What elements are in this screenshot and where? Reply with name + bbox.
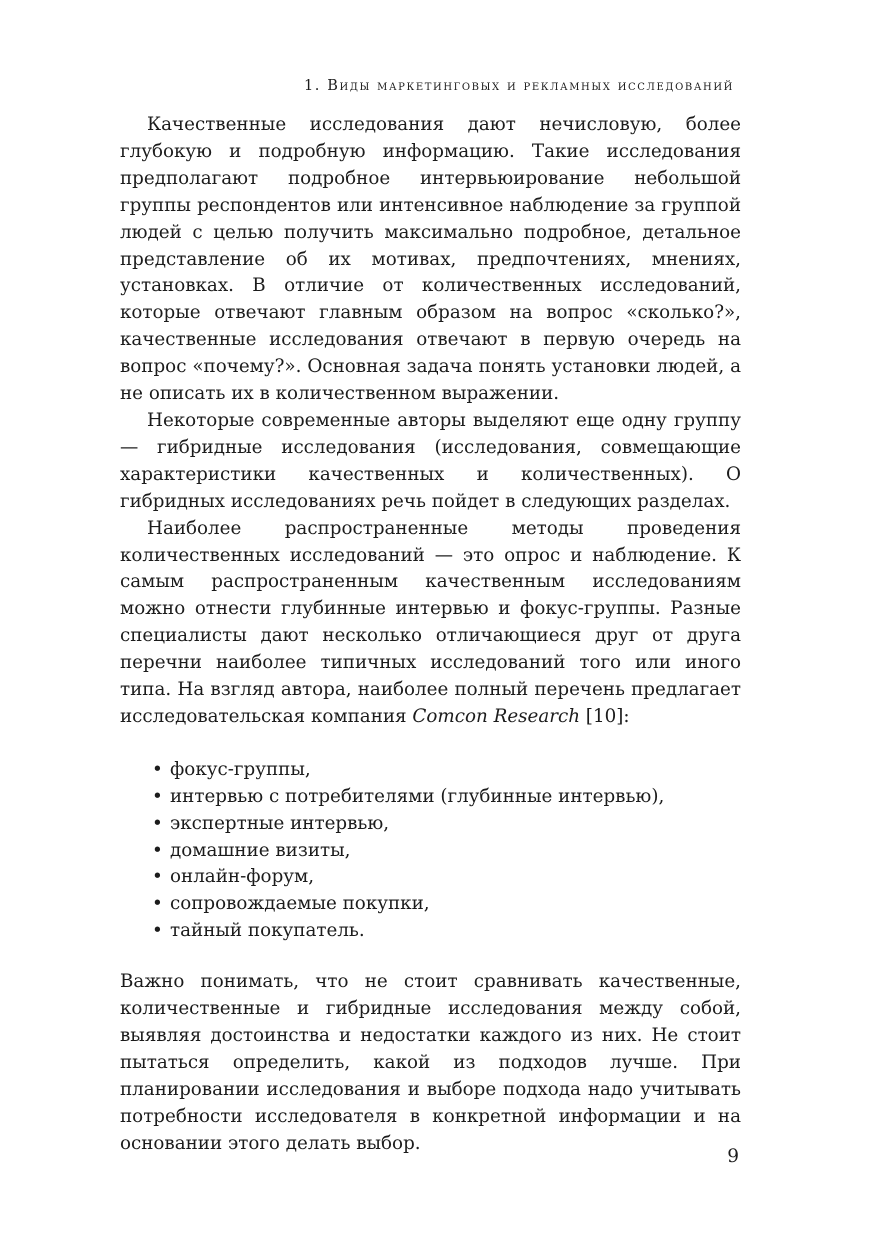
paragraph-hybrid: Некоторые современные авторы выделяют еще одну группу — гибридные исследования (исследования, совмещающие характеристики качественных и количественных). О гибридных исследованиях речь пойдет в следующих разделах. — [120, 409, 741, 512]
list-item-text: сопровождаемые покупки, — [170, 893, 430, 915]
list-item-text: домашние визиты, — [170, 839, 351, 861]
list-item — [152, 784, 741, 811]
bullet-icon: • — [152, 812, 163, 834]
list-item — [152, 864, 741, 891]
bullet-icon: • — [152, 785, 163, 807]
research-types-list — [120, 757, 741, 945]
page-body — [120, 112, 741, 1158]
company-name: Comcon Research — [412, 705, 580, 727]
bullet-icon: • — [152, 920, 163, 942]
list-item — [152, 891, 741, 918]
bullet-icon: • — [152, 839, 163, 861]
citation-ref: [10]: — [580, 705, 630, 727]
list-item-text: онлайн-форум, — [170, 866, 315, 888]
paragraph-methods — [120, 516, 741, 731]
page-number: 9 — [727, 1146, 739, 1167]
list-item-text: экспертные интервью, — [170, 812, 390, 834]
bullet-icon: • — [152, 758, 163, 780]
running-head: 1. Виды маркетинговых и рекламных исследований — [303, 78, 734, 94]
list-item — [152, 838, 741, 865]
list-item-text: тайный покупатель. — [170, 920, 365, 942]
list-item-text: фокус-группы, — [170, 758, 311, 780]
bullet-icon: • — [152, 866, 163, 888]
list-item — [152, 811, 741, 838]
paragraph-conclusion: Важно понимать, что не стоит сравнивать качественные, количественные и гибридные исследования между собой, выявляя достоинства и недостатки каждого из них. Не стоит пытаться определить, какой из подходов лучше. При планировании исследования и выборе подхода надо учитывать потребности исследователя в конкретной информации и на основании этого делать выбор. — [120, 971, 741, 1154]
list-item — [152, 918, 741, 945]
list-item — [152, 757, 741, 784]
paragraph-qualitative: Качественные исследования дают нечисловую, более глубокую и подробную информацию. Такие исследования предполагают подробное интервьюирование небольшой группы респондентов или интенсивное наблюдение за группой людей с целью получить максимально подробное, детальное представление об их мотивах, предпочтениях, мнениях, установках. В отличие от количественных исследований, которые отвечают главным образом на вопрос «сколько?», качественные исследования отвечают в первую очередь на вопрос «почему?». Основная задача понять установки людей, а не описать их в количественном выражении. — [120, 114, 741, 405]
bullet-icon: • — [152, 893, 163, 915]
list-item-text: интервью с потребителями (глубинные интервью), — [170, 785, 665, 807]
paragraph-methods-text: Наиболее распространенные методы проведения количественных исследований — это опрос и наблюдение. К самым распространенным качественным исследованиям можно отнести глубинные интервью и фокус-группы. Разные специалисты дают несколько отличающиеся друг от друга перечни наиболее типичных исследований того или иного типа. На взгляд автора, наиболее полный перечень предлагает исследовательская компания — [120, 517, 741, 727]
